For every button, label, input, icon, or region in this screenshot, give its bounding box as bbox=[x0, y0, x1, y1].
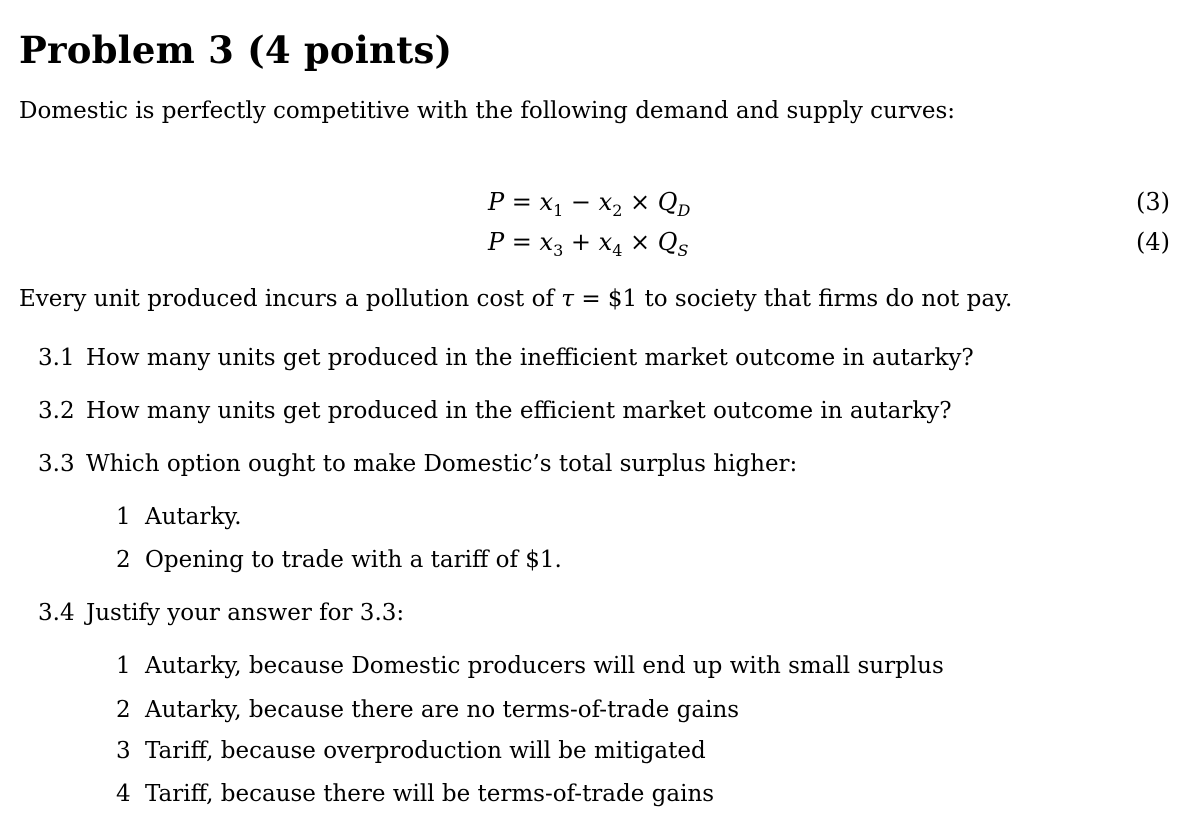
eq-sub: D bbox=[677, 201, 691, 220]
eq-sub: 3 bbox=[553, 241, 564, 260]
eq-times: × bbox=[622, 228, 658, 256]
option-number: 2 bbox=[116, 697, 131, 723]
option-3-4-3 bbox=[116, 738, 706, 764]
option-number: 1 bbox=[116, 504, 131, 530]
option-text: Opening to trade with a tariff of $1. bbox=[145, 547, 562, 573]
option-number: 3 bbox=[116, 738, 131, 764]
option-3-4-1 bbox=[116, 653, 944, 679]
eq-lhs: P bbox=[488, 188, 505, 216]
option-3-4-2 bbox=[116, 697, 739, 723]
option-3-3-2 bbox=[116, 547, 562, 573]
eq-sub: 4 bbox=[612, 241, 623, 260]
option-number: 4 bbox=[116, 781, 131, 807]
intro-text: Domestic is perfectly competitive with the following demand and supply curves: bbox=[19, 98, 956, 124]
option-number: 1 bbox=[116, 653, 131, 679]
eq-var: Q bbox=[657, 228, 678, 256]
eq-sub: 1 bbox=[553, 201, 564, 220]
tau-symbol: τ bbox=[561, 286, 575, 312]
eq-op: − bbox=[563, 188, 599, 216]
eq-sub: S bbox=[677, 241, 689, 260]
eq-var: Q bbox=[657, 188, 678, 216]
supply-equation bbox=[488, 228, 689, 260]
equation-number-4: (4) bbox=[1136, 228, 1170, 256]
problem-title: Problem 3 (4 points) bbox=[19, 28, 453, 72]
question-text: Justify your answer for 3.3: bbox=[86, 600, 405, 626]
question-number: 3.4 bbox=[38, 600, 75, 626]
question-3-2 bbox=[38, 398, 952, 424]
option-text: Autarky, because there are no terms-of-trade gains bbox=[145, 697, 740, 723]
option-text: Tariff, because there will be terms-of-trade gains bbox=[145, 781, 715, 807]
eq-var: x bbox=[539, 228, 554, 256]
option-text: Tariff, because overproduction will be mitigated bbox=[145, 738, 706, 764]
option-number: 2 bbox=[116, 547, 131, 573]
eq-sign: = bbox=[504, 188, 540, 216]
demand-equation bbox=[488, 188, 691, 220]
question-number: 3.3 bbox=[38, 451, 75, 477]
option-text: Autarky, because Domestic producers will end up with small surplus bbox=[145, 653, 944, 679]
eq-var: x bbox=[598, 228, 613, 256]
equation-number-3: (3) bbox=[1136, 188, 1170, 216]
option-text: Autarky. bbox=[145, 504, 242, 530]
eq-var: x bbox=[598, 188, 613, 216]
eq-op: + bbox=[563, 228, 599, 256]
option-3-4-4 bbox=[116, 781, 714, 807]
pollution-text: = $1 to society that firms do not pay. bbox=[574, 286, 1013, 312]
eq-lhs: P bbox=[488, 228, 505, 256]
eq-var: x bbox=[539, 188, 554, 216]
question-text: Which option ought to make Domestic’s total surplus higher: bbox=[86, 451, 798, 477]
eq-times: × bbox=[622, 188, 658, 216]
option-3-3-1 bbox=[116, 504, 242, 530]
question-3-1 bbox=[38, 345, 974, 371]
eq-sub: 2 bbox=[612, 201, 623, 220]
eq-sign: = bbox=[504, 228, 540, 256]
question-number: 3.1 bbox=[38, 345, 75, 371]
question-number: 3.2 bbox=[38, 398, 75, 424]
pollution-statement bbox=[19, 286, 1012, 312]
question-3-4 bbox=[38, 600, 404, 626]
pollution-text: Every unit produced incurs a pollution cost of bbox=[19, 286, 562, 312]
question-text: How many units get produced in the inefficient market outcome in autarky? bbox=[86, 345, 974, 371]
question-3-3 bbox=[38, 451, 797, 477]
question-text: How many units get produced in the efficient market outcome in autarky? bbox=[86, 398, 952, 424]
